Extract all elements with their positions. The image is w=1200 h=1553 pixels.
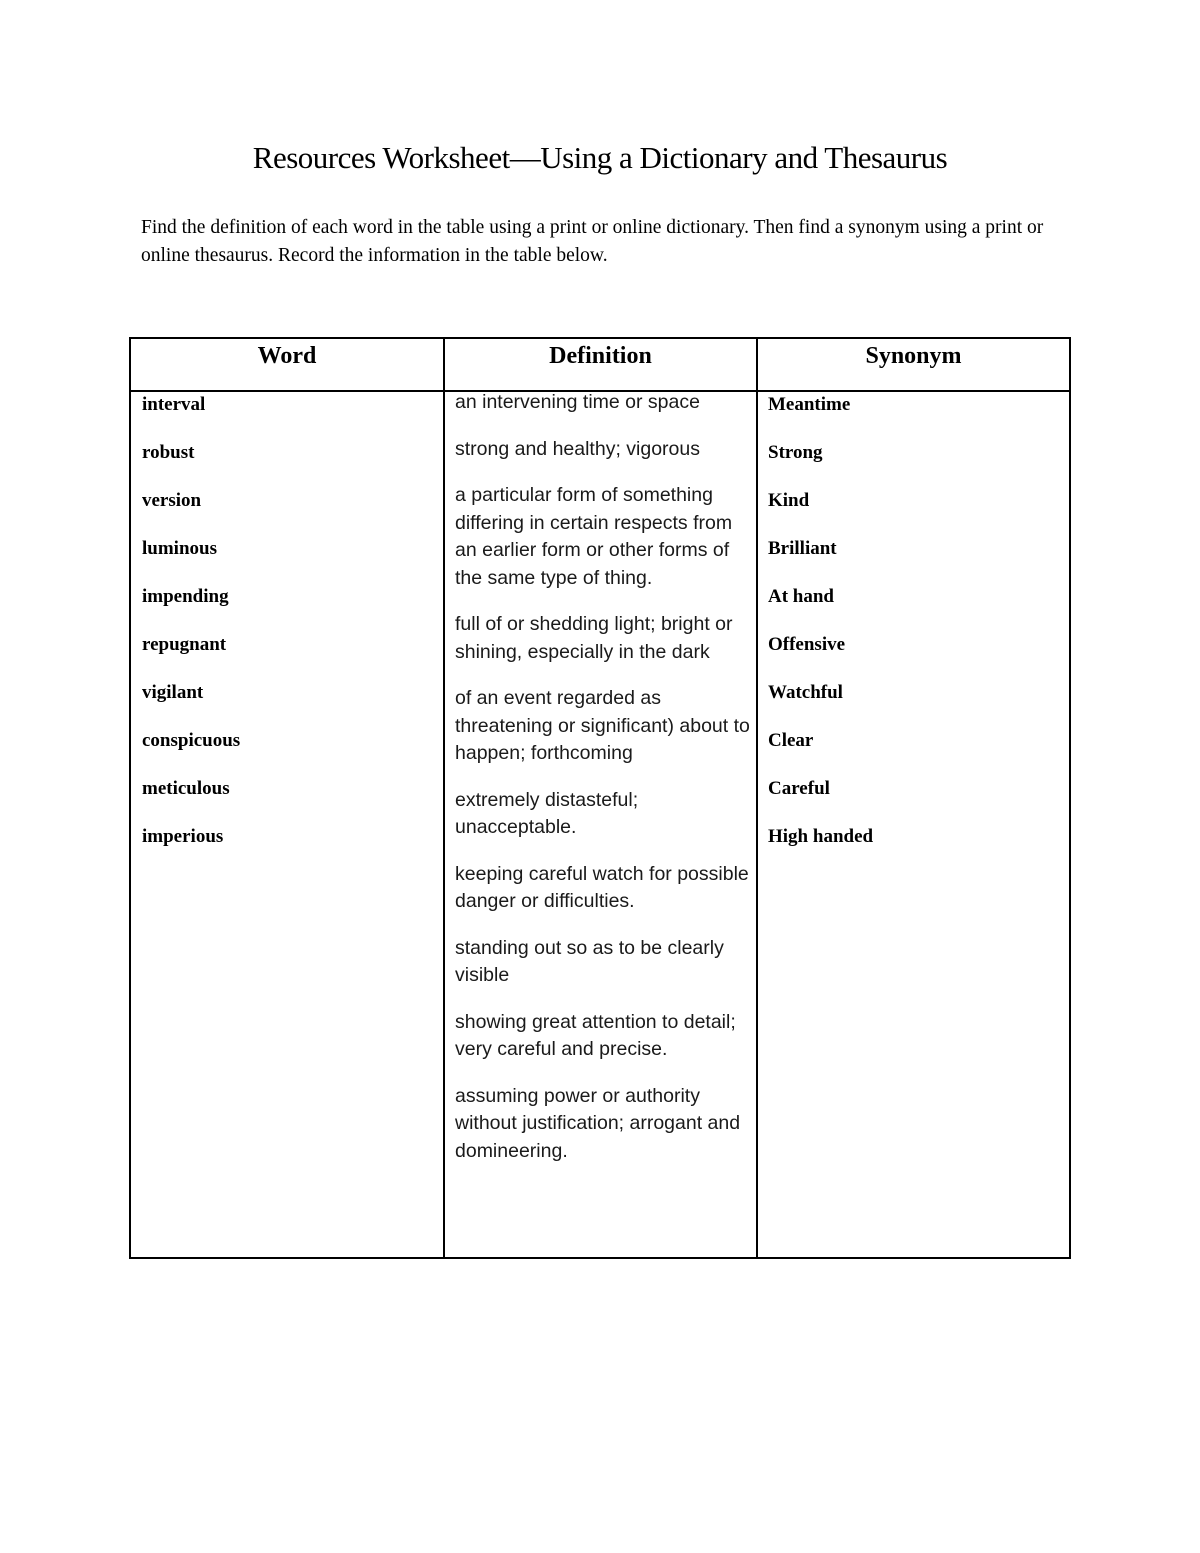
word-cell: luminous [142, 538, 217, 559]
word-cell: version [142, 490, 202, 511]
definition-cell: extremely distasteful; unacceptable. [455, 788, 639, 838]
word-cell: repugnant [142, 634, 227, 655]
definition-cell: strong and healthy; vigorous [455, 437, 700, 460]
synonym-cell: At hand [768, 586, 834, 607]
word-cell: robust [142, 442, 195, 463]
definition-cell: assuming power or authority without justification; arrogant and domineering. [455, 1084, 741, 1162]
synonym-cell: Careful [768, 778, 830, 799]
page-title: Resources Worksheet—Using a Dictionary and Thesaurus [252, 140, 948, 175]
vocabulary-table [129, 337, 1071, 1259]
word-cell: conspicuous [142, 730, 241, 751]
definition-cell: of an event regarded as threatening or significant) about to happen; forthcoming [455, 687, 750, 764]
column-divider [756, 339, 758, 1257]
synonym-cell: Meantime [768, 394, 851, 415]
definition-cell: a particular form of something differing in certain respects from an earlier form or other forms of the same type of thing. [455, 484, 733, 589]
synonym-cell: High handed [768, 826, 874, 847]
word-cell: interval [142, 394, 206, 415]
word-cell: impending [142, 586, 229, 607]
word-column [142, 393, 432, 873]
definition-cell: showing great attention to detail; very careful and precise. [455, 1010, 736, 1060]
synonym-cell: Clear [768, 730, 814, 751]
word-cell: meticulous [142, 778, 230, 799]
definition-cell: an intervening time or space [455, 391, 700, 413]
synonym-column [768, 393, 1058, 873]
synonym-cell: Kind [768, 490, 810, 511]
header-definition: Definition [549, 343, 652, 369]
header-word: Word [257, 343, 317, 369]
header-synonym: Synonym [865, 343, 962, 369]
column-divider [443, 339, 445, 1257]
word-cell: imperious [142, 826, 224, 847]
word-cell: vigilant [142, 682, 204, 703]
definition-cell: full of or shedding light; bright or shining, especially in the dark [455, 613, 733, 663]
definition-cell: keeping careful watch for possible danger or difficulties. [455, 862, 749, 912]
synonym-cell: Strong [768, 442, 823, 463]
synonym-cell: Brilliant [768, 538, 837, 559]
definition-column [455, 393, 750, 1184]
synonym-cell: Offensive [768, 634, 846, 655]
instructions: Find the definition of each word in the table using a print or online dictionary. Then find a synonym using a print or online thesaurus. Record the information in the table below. [141, 217, 1044, 266]
definition-cell: standing out so as to be clearly visible [455, 936, 724, 986]
synonym-cell: Watchful [768, 682, 843, 703]
